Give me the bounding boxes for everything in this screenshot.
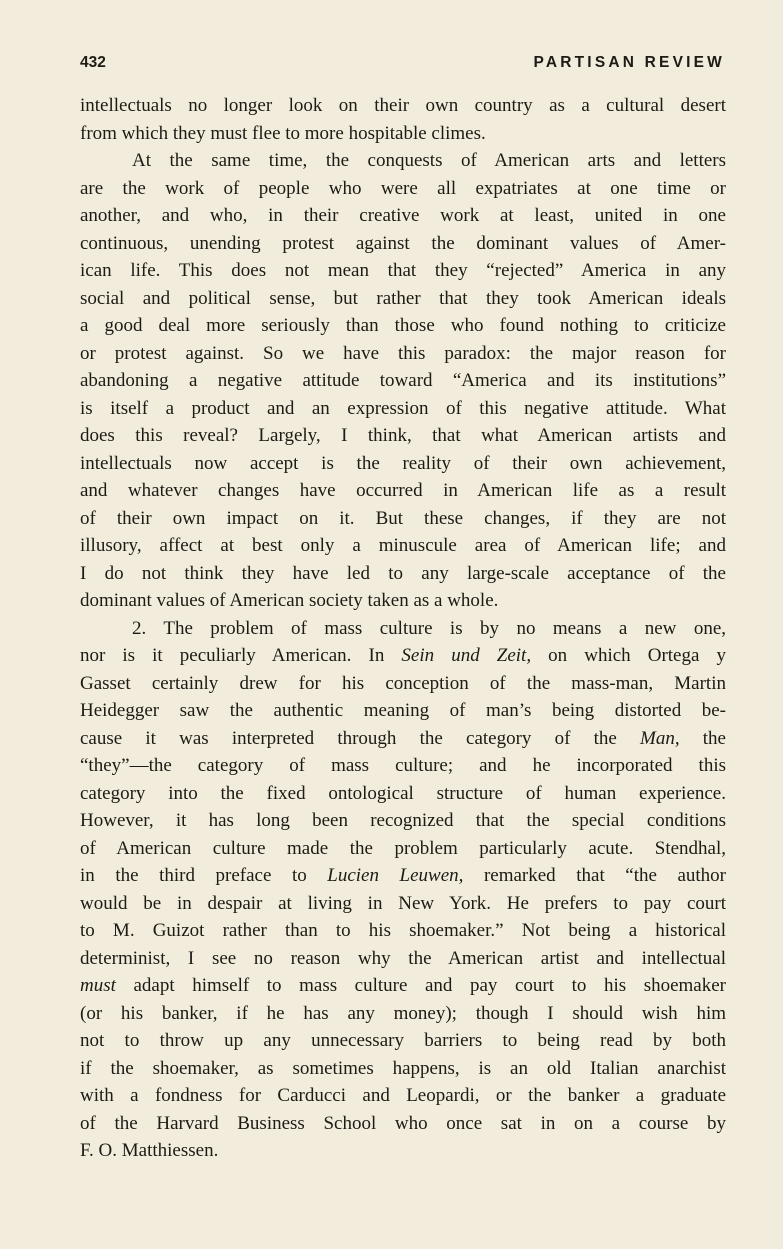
text-line: 2. The problem of mass culture is by no means a new one, <box>132 617 726 639</box>
text-run: remarked that “the author <box>483 865 726 886</box>
text-line: another, and who, in their creative work at least, united in one <box>80 205 726 226</box>
text-line: “they”—the category of mass culture; and he incorporated this <box>80 755 726 776</box>
text-line: (or his banker, if he has any money); though I should wish him <box>80 1002 726 1024</box>
text-line: or protest against. So we have this paradox: the major reason for <box>80 342 726 364</box>
body-text <box>80 92 726 1165</box>
text-run: in the third preface to <box>80 865 307 886</box>
text-line: of the Harvard Business School who once sat in on a course by <box>80 1112 726 1134</box>
text-line: would be in despair at living in New York. He prefers to pay court <box>80 892 726 914</box>
text-line: to M. Guizot rather than to his shoemaker.” Not being a historical <box>80 920 726 941</box>
text-line: from which they must flee to more hospitable climes. <box>80 122 486 144</box>
text-line: ican life. This does not mean that they “rejected” America in any <box>80 260 726 281</box>
text-run: cause it was interpreted through the category of the <box>80 727 617 749</box>
text-line: Heidegger saw the authentic meaning of man’s being distorted be- <box>80 700 726 721</box>
text-line: abandoning a negative attitude toward “America and its institutions” <box>80 370 726 391</box>
text-line: not to throw up any unnecessary barriers to being read by both <box>80 1030 726 1051</box>
text-line <box>80 972 726 1000</box>
text-line: of American culture made the problem particularly acute. Stendhal, <box>80 837 726 859</box>
text-line: However, it has long been recognized that the special conditions <box>80 810 726 831</box>
text-line: if the shoemaker, as sometimes happens, is an old Italian anarchist <box>80 1057 726 1079</box>
text-line: Gasset certainly drew for his conception of the mass-man, Martin <box>80 672 726 694</box>
text-run: nor is it peculiarly American. In <box>80 645 385 666</box>
italic-title: Lucien Leuwen, <box>327 865 464 886</box>
text-line <box>80 642 726 670</box>
text-line: with a fondness for Carducci and Leopardi, or the banker a graduate <box>80 1085 726 1106</box>
text-run: adapt himself to mass culture and pay court to his shoemaker <box>133 975 727 996</box>
text-line: a good deal more seriously than those who found nothing to criticize <box>80 315 726 336</box>
text-line: category into the fixed ontological structure of human experience. <box>80 782 726 804</box>
text-line <box>80 725 726 753</box>
text-run: on which Ortega y <box>548 645 726 666</box>
text-line: dominant values of American society taken as a whole. <box>80 590 499 611</box>
text-line: social and political sense, but rather that they took American ideals <box>80 287 726 309</box>
text-line: I do not think they have led to any large-scale acceptance of the <box>80 562 726 584</box>
text-line: does this reveal? Largely, I think, that what American artists and <box>80 425 726 446</box>
italic-emphasis: must <box>80 975 116 996</box>
text-run: the <box>702 727 726 749</box>
italic-term: Man, <box>640 727 680 749</box>
text-line: is itself a product and an expression of this negative attitude. What <box>80 397 726 419</box>
text-line: are the work of people who were all expatriates at one time or <box>80 177 726 199</box>
text-line: intellectuals no longer look on their own country as a cultural desert <box>80 95 726 116</box>
text-line: of their own impact on it. But these changes, if they are not <box>80 507 726 529</box>
text-line: continuous, unending protest against the dominant values of Amer- <box>80 232 726 254</box>
text-line: determinist, I see no reason why the American artist and intellectual <box>80 947 726 969</box>
text-line <box>80 862 726 890</box>
text-line: F. O. Matthiessen. <box>80 1140 219 1161</box>
text-line: intellectuals now accept is the reality of their own achievement, <box>80 452 726 474</box>
text-line: and whatever changes have occurred in American life as a result <box>80 480 726 501</box>
text-line: illusory, affect at best only a minuscule area of American life; and <box>80 535 726 556</box>
journal-title: PARTISAN REVIEW <box>533 54 725 71</box>
text-line: At the same time, the conquests of American arts and letters <box>132 150 726 171</box>
italic-title: Sein und Zeit, <box>401 645 532 666</box>
page-number: 432 <box>80 54 106 71</box>
running-head <box>80 54 725 80</box>
